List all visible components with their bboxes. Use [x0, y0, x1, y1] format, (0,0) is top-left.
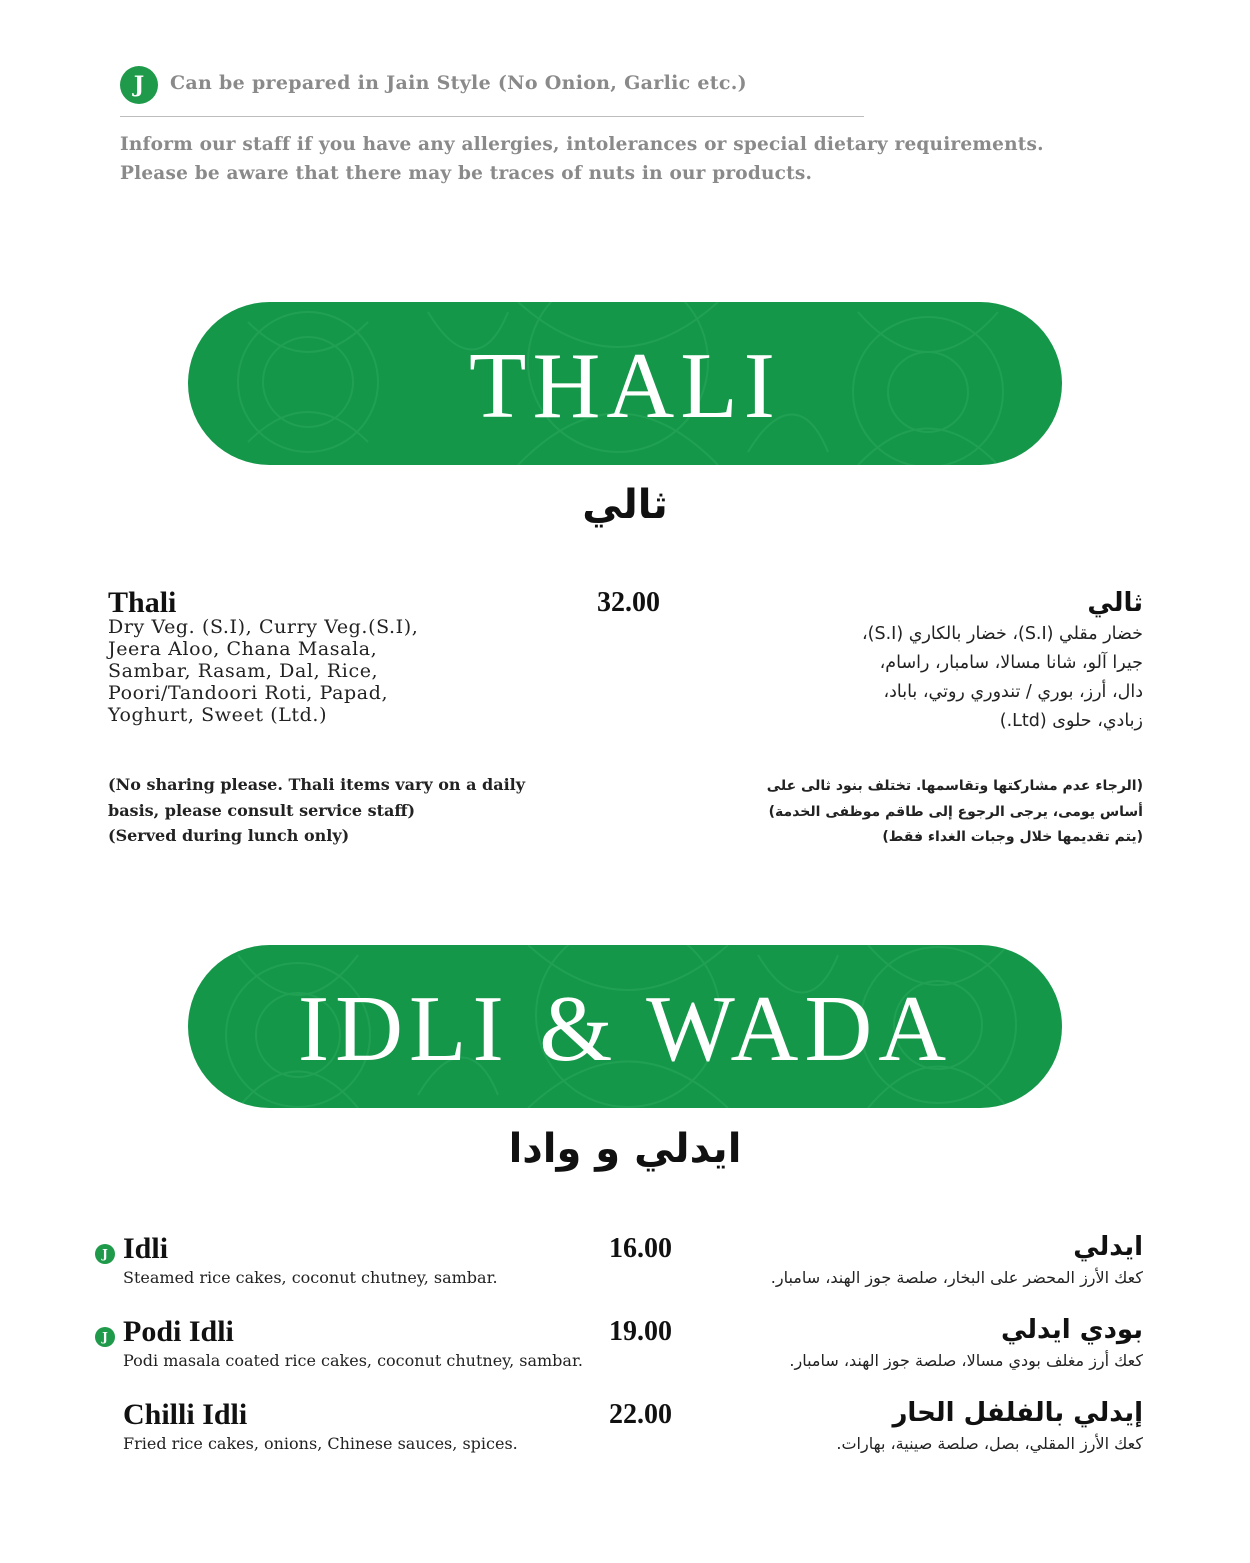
- thali-description-line: Poori/Tandoori Roti, Papad,: [108, 682, 389, 704]
- thali-arabic-notes: [663, 774, 1143, 851]
- idli-wada-section-banner: [188, 945, 1062, 1108]
- item-description: Podi masala coated rice cakes, coconut chutney, sambar.: [123, 1351, 583, 1370]
- menu-item-row: [0, 1398, 1250, 1468]
- allergy-notice-line-2: Please be aware that there may be traces of nuts in our products.: [120, 163, 813, 184]
- thali-arabic-description-line: جيرا آلو، شانا مسالا، سامبار، راسام،: [879, 653, 1143, 673]
- thali-section-banner: [188, 302, 1062, 465]
- jain-style-badge-icon: J: [120, 66, 158, 104]
- idli-wada-arabic-title: ايدلي و وادا: [508, 1126, 742, 1172]
- thali-item-price: 32.00: [597, 587, 660, 618]
- item-price: 22.00: [609, 1399, 672, 1430]
- jain-style-icon: J: [95, 1244, 115, 1264]
- thali-item-arabic-name: ثالي: [1087, 588, 1143, 618]
- thali-description-line: Sambar, Rasam, Dal, Rice,: [108, 660, 379, 682]
- item-description: Steamed rice cakes, coconut chutney, sambar.: [123, 1268, 498, 1287]
- thali-arabic-note-line: أساس يومى، يرجى الرجوع إلى طاقم موظفى الخدمة): [768, 803, 1143, 820]
- thali-note-line: (No sharing please. Thali items vary on a daily: [108, 775, 526, 794]
- legend-divider: [120, 116, 864, 117]
- thali-arabic-note-line: (الرجاء عدم مشاركتها وتقاسمها. تختلف بنود ثالى على: [766, 778, 1143, 794]
- thali-item-name: Thali: [108, 586, 177, 619]
- item-name: Idli: [123, 1232, 169, 1265]
- thali-arabic-description-line: خضار مقلي (S.I)، خضار بالكاري (S.I)،: [862, 624, 1143, 644]
- thali-arabic-note-line: (يتم تقديمها خلال وجبات الغداء فقط): [882, 829, 1143, 845]
- item-description: Fried rice cakes, onions, Chinese sauces, spices.: [123, 1434, 518, 1453]
- item-arabic-description: كعك الأرز المقلي، بصل، صلصة صينية، بهارات.: [836, 1434, 1143, 1453]
- jain-style-icon: J: [95, 1327, 115, 1347]
- item-arabic-description: كعك الأرز المحضر على البخار، صلصة جوز الهند، سامبار.: [770, 1268, 1143, 1287]
- jain-style-legend-text: Can be prepared in Jain Style (No Onion, Garlic etc.): [170, 72, 747, 94]
- item-name: Podi Idli: [123, 1315, 234, 1348]
- thali-note-line: (Served during lunch only): [108, 826, 350, 845]
- item-arabic-name: بودي ايدلي: [1000, 1315, 1143, 1345]
- thali-note-line: basis, please consult service staff): [108, 800, 416, 820]
- thali-section-title: THALI: [469, 333, 781, 438]
- item-arabic-name: ايدلي: [1073, 1232, 1143, 1262]
- thali-description-line: Dry Veg. (S.I), Curry Veg.(S.I),: [108, 616, 419, 638]
- allergy-notice-line-1: Inform our staff if you have any allergies, intolerances or special dietary requirements.: [120, 134, 1044, 155]
- item-name: Chilli Idli: [123, 1398, 248, 1431]
- thali-item-description: [108, 616, 548, 726]
- menu-item-row: [0, 1232, 1250, 1302]
- item-arabic-name: إيدلي بالفلفل الحار: [892, 1398, 1143, 1428]
- idli-wada-section-title: IDLI & WADA: [297, 976, 953, 1081]
- thali-arabic-description-line: زبادي، حلوى (Ltd.): [999, 711, 1143, 731]
- thali-notes: [108, 772, 525, 849]
- thali-arabic-description-line: دال، أرز، بوري / تندوري روتي، باباد،: [883, 682, 1143, 702]
- thali-description-line: Jeera Aloo, Chana Masala,: [108, 638, 378, 660]
- item-price: 16.00: [609, 1233, 672, 1264]
- thali-description-line: Yoghurt, Sweet (Ltd.): [108, 704, 328, 726]
- item-price: 19.00: [609, 1316, 672, 1347]
- thali-arabic-title: ثالي: [582, 482, 668, 528]
- thali-item-arabic-description: [683, 620, 1143, 736]
- menu-item-row: [0, 1315, 1250, 1385]
- item-arabic-description: كعك أرز مغلف بودي مسالا، صلصة جوز الهند، سامبار.: [789, 1351, 1143, 1370]
